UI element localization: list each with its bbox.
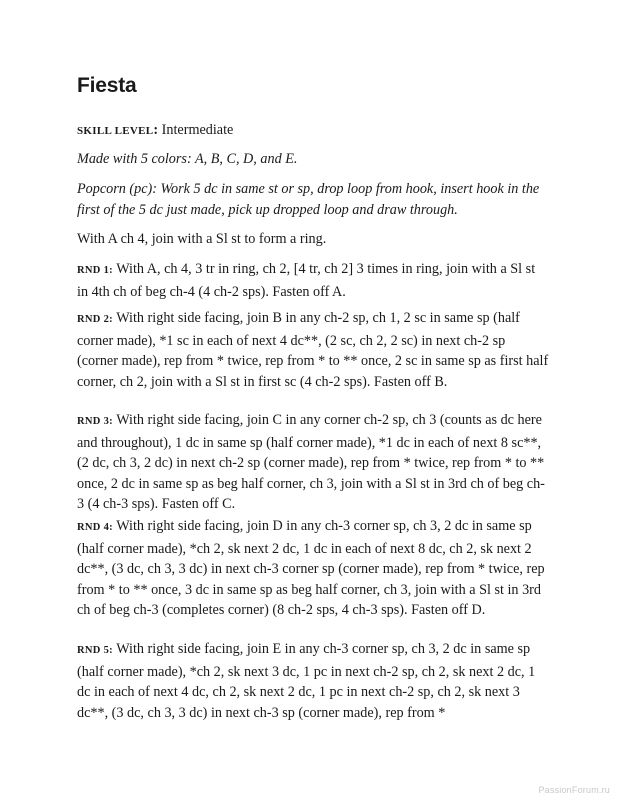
round-label: RND 3: <box>77 416 113 427</box>
round-4 <box>77 516 549 621</box>
skill-level-colon: : <box>153 122 159 138</box>
round-1 <box>77 259 549 302</box>
skill-level-label: SKILL LEVEL <box>77 125 154 137</box>
starting-instruction: With A ch 4, join with a Sl st to form a ring. <box>77 231 327 247</box>
popcorn-stitch-definition: Popcorn (pc): Work 5 dc in same st or sp, drop loop from hook, insert hook in the first of the 5 dc just made, pick up dropped loop and draw through. <box>77 181 540 218</box>
watermark: PassionForum.ru <box>538 785 610 795</box>
skill-level-line <box>77 120 549 142</box>
round-text: With right side facing, join C in any corner ch-2 sp, ch 3 (counts as dc here and throughout), 1 dc in same sp (half corner made), *1 dc in each of next 8 sc**, (2 dc, ch 3, 2 dc) in next ch-2 sp (corner made), rep from * twice, rep from * to ** once, 2 dc in same sp as beg half corner, ch 3, join with a Sl st in 3rd ch of beg ch-3 (4 ch-3 sps). Fasten off C. <box>77 412 545 513</box>
round-text: With right side facing, join B in any ch-2 sp, ch 1, 2 sc in same sp (half corner made), *1 sc in each of next 4 dc**, (2 sc, ch 2, 2 sc) in next ch-2 sp (corner made), rep from * twice, rep from * to ** once, 2 sc in same sp as first half corner, ch 2, join with a Sl st in first sc (4 ch-2 sps). Fasten off B. <box>77 310 549 390</box>
page-title: Fiesta <box>77 74 137 97</box>
round-2 <box>77 308 549 392</box>
round-label: RND 4: <box>77 522 113 533</box>
round-3 <box>77 410 549 515</box>
round-label: RND 5: <box>77 645 113 656</box>
round-label: RND 2: <box>77 314 113 325</box>
colors-note: Made with 5 colors: A, B, C, D, and E. <box>77 151 298 167</box>
skill-level-value: Intermediate <box>158 122 234 138</box>
round-label: RND 1: <box>77 265 113 276</box>
round-text: With A, ch 4, 3 tr in ring, ch 2, [4 tr, ch 2] 3 times in ring, join with a Sl st in 4th ch of beg ch-4 (4 ch-2 sps). Fasten off A. <box>77 261 536 300</box>
round-5 <box>77 639 549 723</box>
round-text: With right side facing, join D in any ch-3 corner sp, ch 3, 2 dc in same sp (half corner made), *ch 2, sk next 2 dc, 1 dc in each of next 8 dc, ch 2, sk next 2 dc**, (3 dc, ch 3, 3 dc) in next ch-3 corner sp (corner made), rep from * twice, rep from * to ** once, 3 dc in same sp as beg half corner, ch 3, join with a Sl st in 3rd ch of beg ch-3 (completes corner) (8 ch-2 sps, 4 ch-3 sps). Fasten off D. <box>77 518 545 619</box>
round-text: With right side facing, join E in any ch-3 corner sp, ch 3, 2 dc in same sp (half corner made), *ch 2, sk next 3 dc, 1 pc in next ch-2 sp, ch 2, sk next 2 dc, 1 dc in each of next 4 dc, ch 2, sk next 2 dc, 1 pc in next ch-2 sp, ch 2, sk next 3 dc**, (3 dc, ch 3, 3 dc) in next ch-3 sp (corner made), rep from * <box>77 641 536 721</box>
